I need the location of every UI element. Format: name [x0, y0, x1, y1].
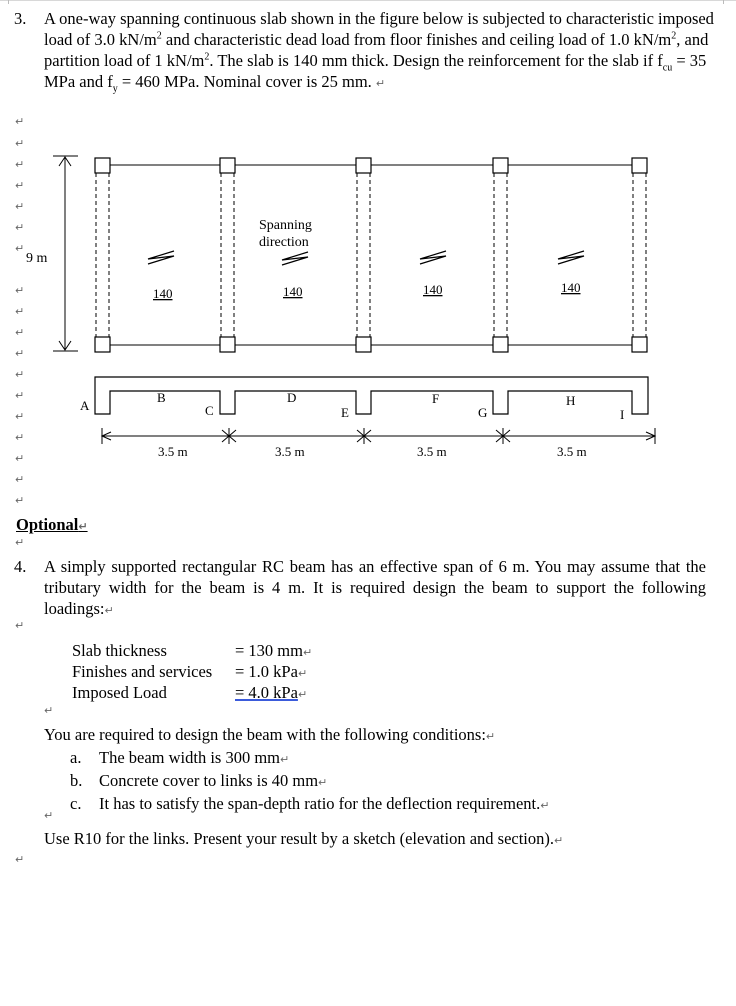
- paragraph-mark: ↵: [44, 704, 54, 717]
- paragraph-mark: ↵: [15, 200, 25, 213]
- question-3-number: 3.: [14, 9, 27, 28]
- column-box: [493, 337, 508, 352]
- column-box: [493, 158, 508, 173]
- paragraph-mark: ↵: [15, 389, 25, 402]
- spanning-direction-label: Spanning: [259, 218, 312, 233]
- column-box: [632, 337, 647, 352]
- span-label: 3.5 m: [275, 444, 305, 459]
- paragraph-mark: ↵: [15, 137, 25, 150]
- paragraph-mark: ↵: [15, 619, 25, 632]
- support-label: F: [432, 391, 440, 406]
- column-box: [95, 158, 110, 173]
- paragraph-mark: ↵: [15, 347, 25, 360]
- paragraph-mark: ↵: [15, 115, 25, 128]
- paragraph-mark: ↵: [15, 368, 25, 381]
- condition-item: b. Concrete cover to links is 40 mm↵: [70, 771, 328, 790]
- slab-thickness-label: 140: [153, 286, 173, 301]
- column-box: [632, 158, 647, 173]
- slab-thickness-label: 140: [283, 284, 303, 299]
- paragraph-mark: ↵: [15, 242, 25, 255]
- condition-letter: b.: [70, 771, 83, 790]
- paragraph-mark: ↵: [44, 809, 54, 822]
- spanning-direction-arrow: [148, 251, 584, 265]
- condition-text: The beam width is 300 mm: [99, 748, 281, 767]
- support-label: H: [566, 393, 576, 408]
- column-box: [356, 158, 371, 173]
- condition-letter: a.: [70, 748, 82, 767]
- condition-text: Concrete cover to links is 40 mm: [99, 771, 319, 790]
- load-label: Imposed Load: [72, 683, 167, 702]
- column-box: [356, 337, 371, 352]
- span-label: 3.5 m: [557, 444, 587, 459]
- load-value: = 1.0 kPa↵: [235, 662, 308, 681]
- paragraph-mark: ↵: [15, 179, 25, 192]
- height-dimension: [53, 156, 78, 351]
- condition-text: It has to satisfy the span-depth ratio for the deflection requirement.: [99, 794, 541, 813]
- support-label: B: [157, 390, 166, 405]
- conditions-block: [44, 724, 724, 816]
- support-label: C: [205, 403, 214, 418]
- paragraph-mark: ↵: [15, 158, 25, 171]
- optional-heading: Optional↵: [16, 515, 88, 534]
- paragraph-mark: ↵: [15, 305, 25, 318]
- paragraph-mark: ↵: [15, 326, 25, 339]
- column-box: [220, 158, 235, 173]
- paragraph-mark: ↵: [15, 431, 25, 444]
- final-instruction: Use R10 for the links. Present your result by a sketch (elevation and section).↵: [44, 829, 564, 848]
- paragraph-mark: ↵: [15, 853, 25, 866]
- load-value: = 130 mm↵: [235, 641, 313, 660]
- question-4-number: 4.: [14, 557, 27, 576]
- paragraph-mark: ↵: [15, 494, 25, 507]
- paragraph-mark: ↵: [15, 536, 25, 549]
- slab-figure: [0, 0, 736, 470]
- support-label: I: [620, 407, 625, 422]
- conditions-intro: You are required to design the beam with the following conditions:↵: [44, 725, 496, 744]
- paragraph-mark: ↵: [15, 410, 25, 423]
- slab-thickness-label: 140: [423, 282, 443, 297]
- span-dimension-line: [102, 428, 655, 444]
- condition-item: c. It has to satisfy the span-depth ratio for the deflection requirement.↵: [70, 794, 550, 813]
- paragraph-mark: ↵: [15, 221, 25, 234]
- span-label: 3.5 m: [158, 444, 188, 459]
- support-label: D: [287, 390, 297, 405]
- load-label: Finishes and services: [72, 662, 213, 681]
- load-value: = 4.0 kPa↵: [235, 683, 308, 702]
- slab-thickness-label: 140: [561, 280, 581, 295]
- condition-letter: c.: [70, 794, 82, 813]
- paragraph-mark: ↵: [15, 452, 25, 465]
- spanning-direction-label: direction: [259, 235, 309, 250]
- paragraph-mark: ↵: [15, 284, 25, 297]
- condition-item: a. The beam width is 300 mm↵: [70, 748, 290, 767]
- span-label: 3.5 m: [417, 444, 447, 459]
- support-label: G: [478, 405, 488, 420]
- paragraph-mark: ↵: [15, 473, 25, 486]
- support-label: A: [80, 398, 90, 413]
- height-label: 9 m: [26, 251, 48, 266]
- question-3-text: A one-way spanning continuous slab shown in the figure below is subjected to characteristic imposed load of 3.0 $kN/m^2$ and characteristic dead load from floor finishes and ceiling load of 1.0 $kN/m^2$, and partition load of 1 $kN/m^2$. The slab is 140 mm thick. Design the reinforcement for the slab if $f_{cu} = 35$ MPa and $f_y = 460$ MPa. Nominal cover is 25 mm. ↵: [44, 9, 714, 95]
- question-4-text: A simply supported rectangular RC beam has an effective span of 6 m. You may assume that the tributary width for the beam is 4 m. It is required design the beam to support the following loadings:↵: [44, 557, 706, 618]
- load-label: Slab thickness: [72, 641, 167, 660]
- support-label: E: [341, 405, 349, 420]
- column-box: [220, 337, 235, 352]
- column-box: [95, 337, 110, 352]
